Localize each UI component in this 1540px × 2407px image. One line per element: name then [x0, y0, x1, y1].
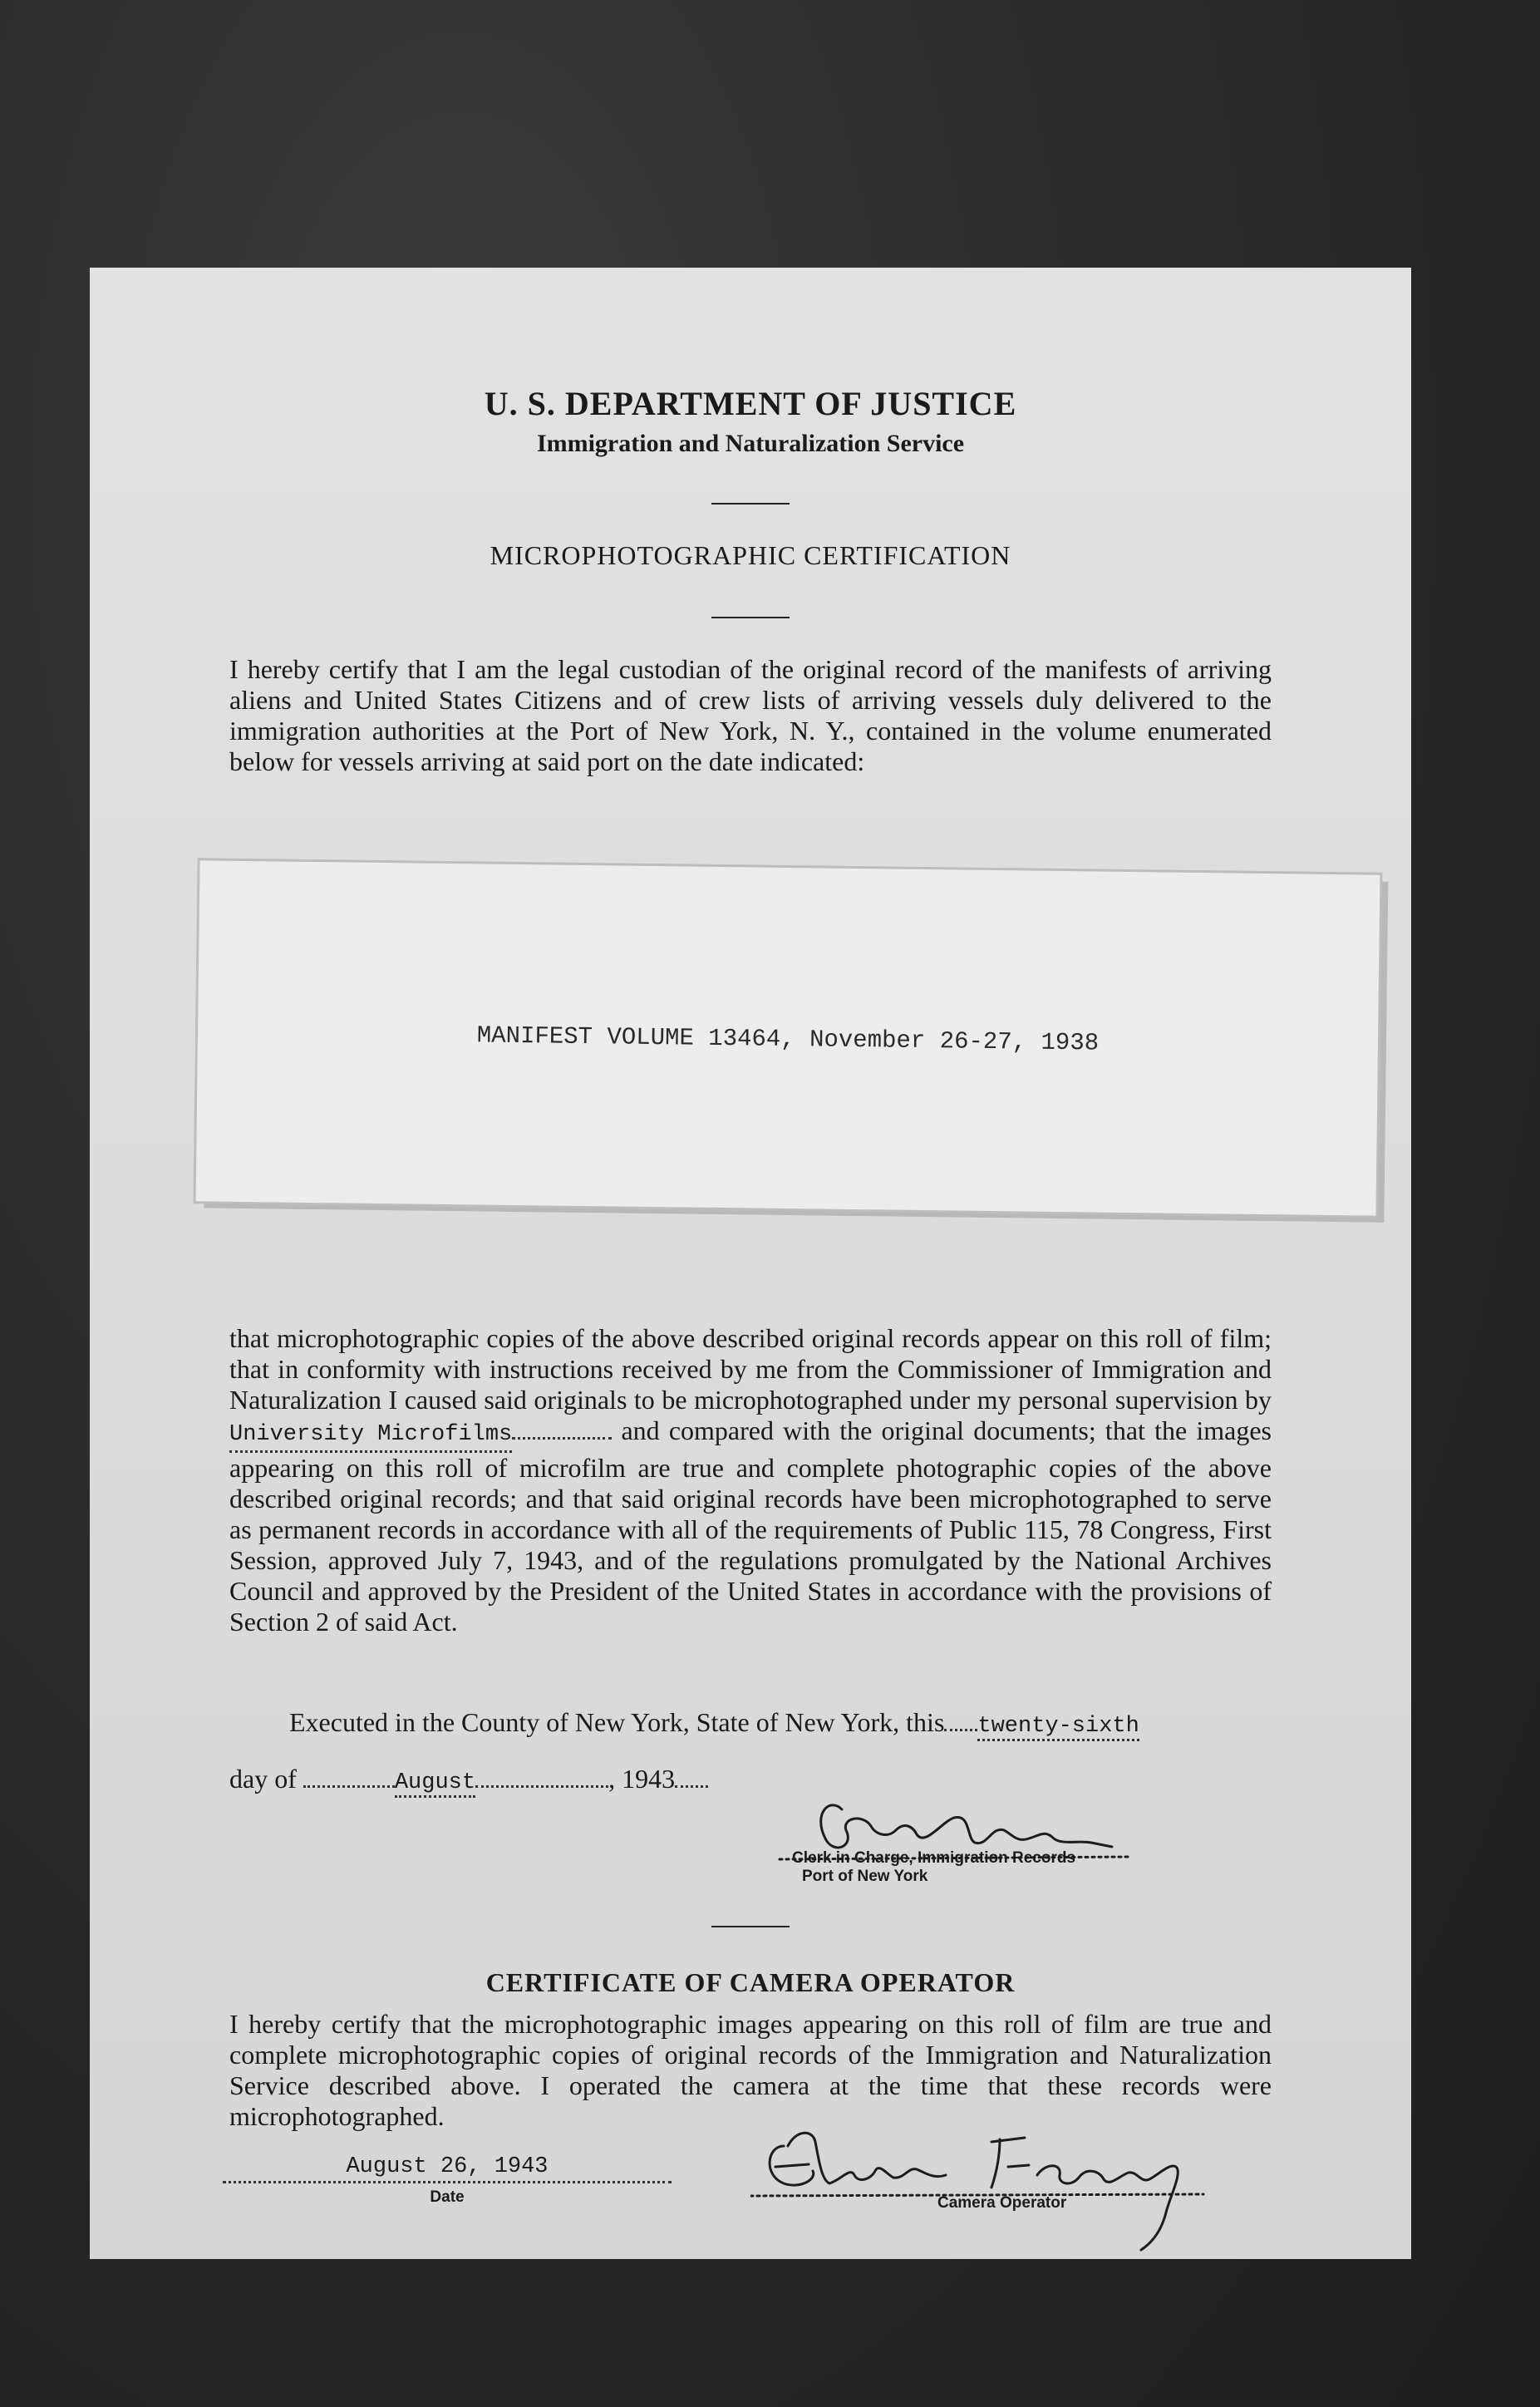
operator-date-block — [223, 2154, 672, 2207]
execution-year: 1943 — [622, 1764, 676, 1794]
operator-certificate-text: I hereby certify that the microphotographic images appearing on this roll of film are true and complete microphotographic copies of original records of the Immigration and Naturalization Service described above. I operated the camera at the time that these records were microphotographed. — [229, 2009, 1272, 2131]
body-text-part1: that microphotographic copies of the above described original records appear on this roll of film; that in conformity with instructions received by me from the Commissioner of Immigration and Naturalization I caused said originals to be microphotographed under my personal supervision by — [229, 1323, 1272, 1415]
execution-day: twenty-sixth — [977, 1714, 1139, 1741]
operator-date-value: August 26, 1943 — [346, 2154, 549, 2179]
volume-slip — [196, 860, 1380, 1215]
date-line: day of August , 1943 — [229, 1764, 977, 1798]
certificate-page — [90, 268, 1411, 2259]
divider — [711, 617, 790, 618]
certification-title: MICROPHOTOGRAPHIC CERTIFICATION — [490, 540, 1011, 570]
execution-text: Executed in the County of New York, State of New York, this — [289, 1707, 945, 1737]
operator-certificate-title: CERTIFICATE OF CAMERA OPERATOR — [485, 1967, 1016, 1997]
execution-line — [289, 1707, 1287, 1741]
intro-paragraph: I hereby certify that I am the legal custodian of the original record of the manifests of arriving aliens and United States Citizens and of crew lists of arriving vessels duly delivered to the immigration authorities at the Port of New York, N. Y., contained in the volume enumerated below for vessels arriving at said port on the date indicated: — [229, 654, 1272, 776]
volume-slip-text: MANIFEST VOLUME 13464, November 26-27, 1938 — [476, 1021, 1100, 1057]
camera-operator-label: Camera Operator — [937, 2194, 1067, 2212]
date-label: Date — [430, 2188, 465, 2206]
divider — [711, 1926, 790, 1927]
clerk-title: Clerk in Charge, Immigration Records Port of New York — [792, 1849, 1076, 1885]
operator-signature — [750, 2096, 1216, 2254]
day-of-label: day of — [229, 1764, 297, 1794]
divider — [711, 503, 790, 505]
body-paragraph — [229, 1323, 1272, 1637]
body-text-part2: and compared with the original documents; that the images appearing on this roll of microfilm are true and complete photographic copies of the above described original records; and that said original records have been microphotographed to serve as permanent records in accordance with all of the requirements of Public 115, 78 Congress, First Session, approved July 7, 1943, and of the regulations promulgated by the National Archives Council and approved by the President of the United States in accordance with the provisions of Section 2 of said Act. — [229, 1415, 1272, 1637]
filmed-by-value: University Microfilms — [229, 1420, 512, 1453]
execution-month: August — [395, 1770, 475, 1798]
service-subheading: Immigration and Naturalization Service — [536, 430, 965, 457]
department-heading: U. S. DEPARTMENT OF JUSTICE — [484, 385, 1017, 422]
